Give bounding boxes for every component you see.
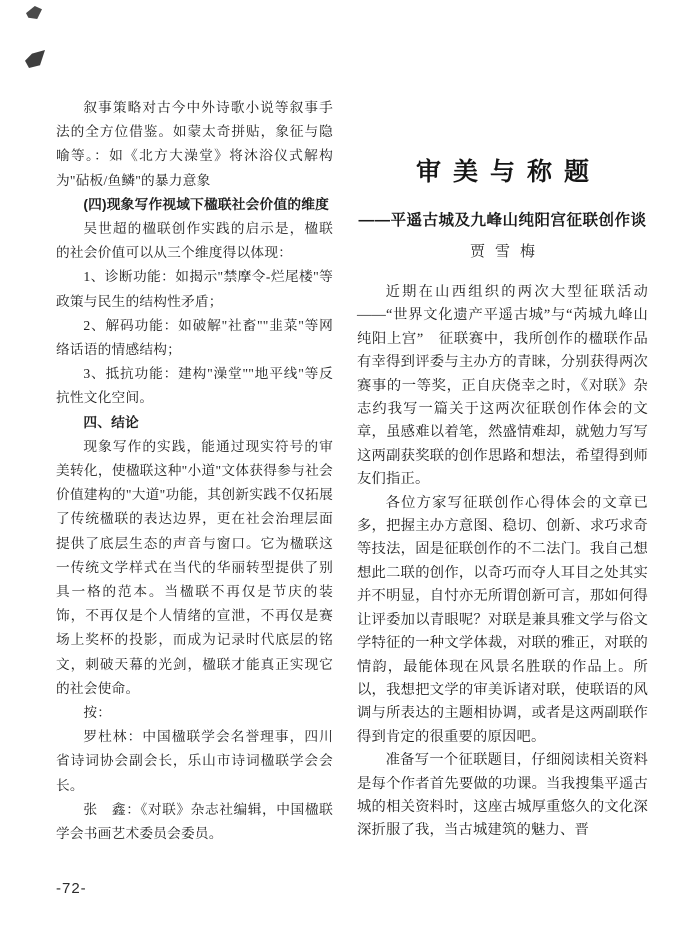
paragraph: 准备写一个征联题目，仔细阅读相关资料是每个作者首先要做的功课。当我搜集平遥古城的相关资料时，这座古城厚重悠久的文化深深折服了我，当古城建筑的魅力、晋 (357, 752, 648, 839)
article-author: 贾雪梅 (469, 244, 545, 260)
paragraph: 各位方家写征联创作心得体会的文章已多，把握主办方意图、稳切、创新、求巧求奇等技法，固是征联创作的不二法门。我自己想想此二联的创作，以奇巧而夺人耳目之处其实并不明显，自忖亦无所谓创新可言，那如何得让评委加以青眼呢？对联是兼具雅文学与俗文学特征的一种文学体裁，对联的雅正，对联的情韵，最能体现在风景名胜联的作品上。所以，我想把文学的审美诉诸对联，使联语的风调与所表达的主题相协调，或者是这两副联作得到肯定的很重要的原因吧。 (357, 494, 648, 745)
article-subtitle: ——平遥古城及九峰山纯阳宫征联创作谈 (358, 212, 647, 229)
paragraph: 近期在山西组织的两次大型征联活动——“世界文化遗产平遥古城”与“芮城九峰山纯阳上宫” 征联赛中，我所创作的楹联作品有幸得到评委与主办方的青睐，分别获得两次赛事的一等奖，正自庆侥幸之时，《对联》杂志约我写一篇关于这两次征联创作体会的文章，虽感难以着笔，然盛情难却，就勉力写写这两副获奖联的创作思路和想法，希望得到师友们指正。 (357, 284, 648, 488)
left-text-column (56, 96, 333, 846)
article-body (357, 281, 648, 843)
conclusion-heading: 四、结论 (83, 414, 139, 430)
scan-smudge-mark (26, 6, 42, 19)
author-bio-zhangxin: 张 鑫：《对联》杂志社编辑，中国楹联学会书画艺术委员会委员。 (56, 801, 333, 842)
list-item-resist: 3、抵抗功能：建构"澡堂""地平线"等反抗性文化空间。 (56, 366, 333, 406)
list-item-diagnose: 1、诊断功能：如揭示"禁摩令-烂尾楼"等政策与民生的结构性矛盾； (56, 269, 333, 309)
scan-smudge-mark (25, 50, 45, 68)
author-bio-luodulin: 罗杜林：中国楹联学会名誉理事，四川省诗词协会副会长，乐山市诗词楹联学会会长。 (56, 729, 333, 793)
right-text-column (357, 156, 648, 843)
list-item-decode: 2、解码功能：如破解"社畜""韭菜"等网络话语的情感结构； (56, 317, 333, 358)
article-title: 审美与称题 (415, 159, 601, 186)
page-number: -72- (56, 880, 87, 897)
section-heading: (四)现象写作视域下楹联社会价值的维度 (83, 196, 329, 212)
paragraph: 吴世超的楹联创作实践的启示是，楹联的社会价值可以从三个维度得以体现： (56, 221, 333, 261)
paragraph: 叙事策略对古今中外诗歌小说等叙事手法的全方位借鉴。如蒙太奇拼贴，象征与隐喻等。：如《北方大澡堂》将沐浴仪式解构为"砧板/鱼鳞"的暴力意象 (56, 100, 333, 188)
note-label: 按： (83, 705, 112, 721)
conclusion-paragraph: 现象写作的实践，能通过现实符号的审美转化，使楹联这种"小道"文体获得参与社会价值建构的"大道"功能，其创新实践不仅拓展了传统楹联的表达边界，更在社会治理层面提供了底层生态的声音与窗口。它为楹联这一传统文学样式在当代的华丽转型提供了别具一格的范本。当楹联不再仅是节庆的装饰，不再仅是个人情绪的宣泄，不再仅是赛场上奖杯的投影，而成为记录时代底层的铭文，刺破天幕的光剑，楹联才能真正实现它的社会使命。 (56, 438, 333, 696)
